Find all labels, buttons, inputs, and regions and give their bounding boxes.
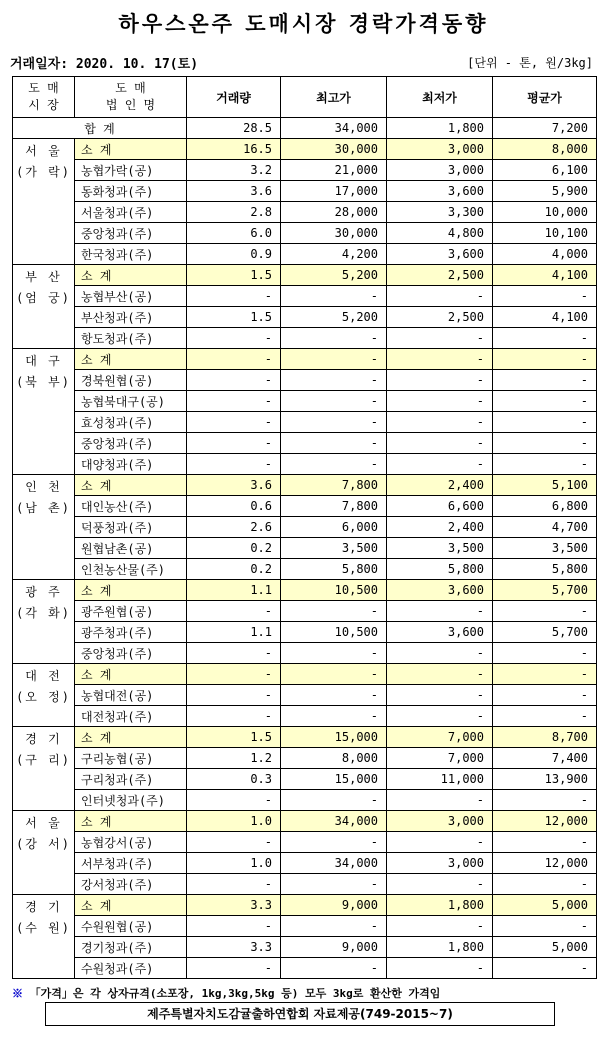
min-price-cell: -	[387, 286, 493, 307]
min-price-cell: 1,800	[387, 937, 493, 958]
subtotal-row	[13, 349, 597, 370]
min-price-cell: 7,000	[387, 748, 493, 769]
avg-price-cell: 5,100	[493, 475, 597, 496]
trade-date: 거래일자: 2020. 10. 17(토)	[10, 57, 199, 72]
volume-cell: -	[187, 412, 281, 433]
corporation-name: 수원원협(공)	[75, 916, 187, 937]
subtotal-row	[13, 895, 597, 916]
min-price-cell: 3,000	[387, 811, 493, 832]
table-row	[13, 517, 597, 538]
max-price-cell: 15,000	[281, 769, 387, 790]
min-price-cell: -	[387, 643, 493, 664]
max-price-cell: 15,000	[281, 727, 387, 748]
volume-cell: -	[187, 391, 281, 412]
avg-price-cell: -	[493, 454, 597, 475]
max-price-cell: 8,000	[281, 748, 387, 769]
avg-price-cell: -	[493, 832, 597, 853]
corporation-name: 소 계	[75, 349, 187, 370]
min-price-cell: 2,500	[387, 265, 493, 286]
avg-price-cell: 5,900	[493, 181, 597, 202]
corporation-name: 부산청과(주)	[75, 307, 187, 328]
max-price-cell: 10,500	[281, 580, 387, 601]
volume-cell: 0.2	[187, 538, 281, 559]
volume-cell: 1.5	[187, 727, 281, 748]
volume-cell: 0.6	[187, 496, 281, 517]
max-price-cell: 34,000	[281, 853, 387, 874]
min-price-cell: 1,800	[387, 895, 493, 916]
max-price-cell: -	[281, 874, 387, 895]
total-label: 합 계	[13, 118, 187, 139]
report-title: 하우스온주 도매시장 경락가격동향	[118, 12, 489, 36]
market-name: 서 울 (가 락)	[13, 139, 75, 265]
min-price-cell: 5,800	[387, 559, 493, 580]
avg-price-cell: 6,100	[493, 160, 597, 181]
table-row	[13, 223, 597, 244]
avg-price-cell: -	[493, 790, 597, 811]
corporation-name: 수원청과(주)	[75, 958, 187, 979]
min-price-cell: 3,000	[387, 139, 493, 160]
avg-price-cell: 4,000	[493, 244, 597, 265]
corporation-name: 효성청과(주)	[75, 412, 187, 433]
min-price-cell: 3,600	[387, 181, 493, 202]
max-price-cell: -	[281, 412, 387, 433]
max-price-cell: 10,500	[281, 622, 387, 643]
corporation-name: 소 계	[75, 664, 187, 685]
max-price-cell: -	[281, 349, 387, 370]
table-row	[13, 286, 597, 307]
max-price-cell: 30,000	[281, 223, 387, 244]
min-price-cell: 11,000	[387, 769, 493, 790]
table-row	[13, 538, 597, 559]
market-name: 인 천 (남 촌)	[13, 475, 75, 580]
avg-price-cell: 5,800	[493, 559, 597, 580]
max-price-cell: -	[281, 958, 387, 979]
price-table	[12, 76, 597, 979]
corporation-name: 농협가락(공)	[75, 160, 187, 181]
corporation-name: 소 계	[75, 475, 187, 496]
max-price-cell: 34,000	[281, 811, 387, 832]
table-row	[13, 412, 597, 433]
max-price-cell: -	[281, 706, 387, 727]
volume-cell: 0.2	[187, 559, 281, 580]
table-row	[13, 916, 597, 937]
volume-cell: 3.3	[187, 937, 281, 958]
min-price-cell: -	[387, 328, 493, 349]
avg-price-cell: -	[493, 643, 597, 664]
table-row	[13, 748, 597, 769]
header-corporation: 도 매 법 인 명	[75, 77, 187, 118]
corporation-name: 농협북대구(공)	[75, 391, 187, 412]
max-price-cell: -	[281, 916, 387, 937]
min-price-cell: 3,600	[387, 622, 493, 643]
min-price-cell: -	[387, 832, 493, 853]
max-price-cell: -	[281, 685, 387, 706]
table-row	[13, 643, 597, 664]
max-price-cell: 28,000	[281, 202, 387, 223]
market-name: 광 주 (각 화)	[13, 580, 75, 664]
volume-cell: -	[187, 916, 281, 937]
avg-price-cell: -	[493, 433, 597, 454]
min-price-cell: -	[387, 916, 493, 937]
avg-price-cell: -	[493, 874, 597, 895]
max-price-cell: 5,200	[281, 265, 387, 286]
max-price-cell: 3,500	[281, 538, 387, 559]
max-price-cell: 30,000	[281, 139, 387, 160]
min-price-cell: -	[387, 391, 493, 412]
footnote	[12, 985, 440, 1001]
volume-cell: 6.0	[187, 223, 281, 244]
header-volume: 거래량	[187, 77, 281, 118]
table-row	[13, 937, 597, 958]
corporation-name: 서부청과(주)	[75, 853, 187, 874]
volume-cell: -	[187, 433, 281, 454]
table-row	[13, 454, 597, 475]
table-row	[13, 181, 597, 202]
avg-price-cell: -	[493, 916, 597, 937]
table-row	[13, 958, 597, 979]
corporation-name: 덕풍청과(주)	[75, 517, 187, 538]
min-price-cell: 3,600	[387, 244, 493, 265]
min-price-cell: -	[387, 664, 493, 685]
avg-price-cell: 7,400	[493, 748, 597, 769]
volume-cell: -	[187, 454, 281, 475]
corporation-name: 경북원협(공)	[75, 370, 187, 391]
max-price-cell: -	[281, 790, 387, 811]
table-row	[13, 370, 597, 391]
min-price-cell: 3,300	[387, 202, 493, 223]
volume-cell: 3.6	[187, 475, 281, 496]
avg-price-cell: 10,100	[493, 223, 597, 244]
corporation-name: 강서청과(주)	[75, 874, 187, 895]
subtotal-row	[13, 727, 597, 748]
max-price-cell: -	[281, 370, 387, 391]
corporation-name: 중앙청과(주)	[75, 433, 187, 454]
table-row	[13, 328, 597, 349]
avg-price-cell: 4,100	[493, 265, 597, 286]
avg-price-cell: -	[493, 370, 597, 391]
avg-price-cell: 8,700	[493, 727, 597, 748]
table-row	[13, 202, 597, 223]
subtotal-row	[13, 811, 597, 832]
max-price-cell: 4,200	[281, 244, 387, 265]
volume-cell: 0.9	[187, 244, 281, 265]
market-name: 대 구 (북 부)	[13, 349, 75, 475]
avg-price-cell: -	[493, 412, 597, 433]
min-price-cell: 3,000	[387, 853, 493, 874]
volume-cell: -	[187, 328, 281, 349]
volume-cell: -	[187, 685, 281, 706]
min-price-cell: 2,400	[387, 517, 493, 538]
subtotal-row	[13, 664, 597, 685]
total-min: 1,800	[387, 118, 493, 139]
table-row	[13, 853, 597, 874]
market-name: 경 기 (구 리)	[13, 727, 75, 811]
corporation-name: 광주청과(주)	[75, 622, 187, 643]
table-row	[13, 433, 597, 454]
total-max: 34,000	[281, 118, 387, 139]
table-row	[13, 601, 597, 622]
avg-price-cell: 3,500	[493, 538, 597, 559]
corporation-name: 농협대전(공)	[75, 685, 187, 706]
max-price-cell: 5,800	[281, 559, 387, 580]
table-row	[13, 790, 597, 811]
header-market: 도 매 시 장	[13, 77, 75, 118]
footnote-mark: ※	[12, 987, 23, 1000]
avg-price-cell: 5,700	[493, 580, 597, 601]
avg-price-cell: -	[493, 349, 597, 370]
max-price-cell: 9,000	[281, 895, 387, 916]
table-row	[13, 496, 597, 517]
volume-cell: -	[187, 349, 281, 370]
min-price-cell: 3,600	[387, 580, 493, 601]
max-price-cell: -	[281, 433, 387, 454]
volume-cell: 1.0	[187, 811, 281, 832]
source-credit: 제주특별자치도감귤출하연합회 자료제공(749-2015~7)	[45, 1002, 555, 1026]
table-header-row	[13, 77, 597, 118]
table-row	[13, 622, 597, 643]
min-price-cell: 2,500	[387, 307, 493, 328]
volume-cell: -	[187, 958, 281, 979]
volume-cell: 3.3	[187, 895, 281, 916]
volume-cell: 3.2	[187, 160, 281, 181]
min-price-cell: 6,600	[387, 496, 493, 517]
avg-price-cell: 4,700	[493, 517, 597, 538]
avg-price-cell: -	[493, 958, 597, 979]
avg-price-cell: 4,100	[493, 307, 597, 328]
avg-price-cell: -	[493, 391, 597, 412]
max-price-cell: 21,000	[281, 160, 387, 181]
volume-cell: -	[187, 643, 281, 664]
volume-cell: -	[187, 664, 281, 685]
corporation-name: 대양청과(주)	[75, 454, 187, 475]
volume-cell: 1.1	[187, 622, 281, 643]
corporation-name: 중앙청과(주)	[75, 643, 187, 664]
table-row	[13, 769, 597, 790]
max-price-cell: -	[281, 454, 387, 475]
avg-price-cell: 12,000	[493, 811, 597, 832]
market-name: 경 기 (수 원)	[13, 895, 75, 979]
max-price-cell: -	[281, 391, 387, 412]
subtotal-row	[13, 475, 597, 496]
min-price-cell: -	[387, 370, 493, 391]
avg-price-cell: 5,000	[493, 895, 597, 916]
corporation-name: 서울청과(주)	[75, 202, 187, 223]
min-price-cell: 2,400	[387, 475, 493, 496]
corporation-name: 소 계	[75, 811, 187, 832]
corporation-name: 항도청과(주)	[75, 328, 187, 349]
avg-price-cell: -	[493, 286, 597, 307]
table-row	[13, 244, 597, 265]
corporation-name: 농협강서(공)	[75, 832, 187, 853]
min-price-cell: 3,000	[387, 160, 493, 181]
market-name: 부 산 (엄 궁)	[13, 265, 75, 349]
avg-price-cell: 8,000	[493, 139, 597, 160]
footnote-text: 「가격」은 각 상자규격(소포장, 1kg,3kg,5kg 등) 모두 3kg로 환산한 가격임	[29, 987, 441, 1000]
volume-cell: -	[187, 286, 281, 307]
corporation-name: 광주원협(공)	[75, 601, 187, 622]
total-row	[13, 118, 597, 139]
volume-cell: -	[187, 370, 281, 391]
avg-price-cell: -	[493, 328, 597, 349]
avg-price-cell: -	[493, 664, 597, 685]
table-row	[13, 685, 597, 706]
table-row	[13, 307, 597, 328]
volume-cell: 2.8	[187, 202, 281, 223]
avg-price-cell: -	[493, 601, 597, 622]
avg-price-cell: 5,700	[493, 622, 597, 643]
min-price-cell: -	[387, 958, 493, 979]
corporation-name: 대전청과(주)	[75, 706, 187, 727]
volume-cell: 2.6	[187, 517, 281, 538]
total-volume: 28.5	[187, 118, 281, 139]
volume-cell: 1.1	[187, 580, 281, 601]
min-price-cell: -	[387, 412, 493, 433]
avg-price-cell: 13,900	[493, 769, 597, 790]
table-row	[13, 832, 597, 853]
min-price-cell: -	[387, 706, 493, 727]
avg-price-cell: -	[493, 706, 597, 727]
volume-cell: -	[187, 874, 281, 895]
unit-label: [단위 - 톤, 원/3kg]	[467, 56, 593, 70]
volume-cell: 1.2	[187, 748, 281, 769]
table-row	[13, 559, 597, 580]
volume-cell: -	[187, 832, 281, 853]
max-price-cell: -	[281, 664, 387, 685]
corporation-name: 한국청과(주)	[75, 244, 187, 265]
volume-cell: 0.3	[187, 769, 281, 790]
max-price-cell: 9,000	[281, 937, 387, 958]
max-price-cell: -	[281, 286, 387, 307]
corporation-name: 인터넷청과(주)	[75, 790, 187, 811]
max-price-cell: -	[281, 832, 387, 853]
min-price-cell: 4,800	[387, 223, 493, 244]
corporation-name: 소 계	[75, 580, 187, 601]
volume-cell: -	[187, 790, 281, 811]
avg-price-cell: 5,000	[493, 937, 597, 958]
min-price-cell: 7,000	[387, 727, 493, 748]
avg-price-cell: -	[493, 685, 597, 706]
table-row	[13, 874, 597, 895]
subtotal-row	[13, 580, 597, 601]
min-price-cell: -	[387, 433, 493, 454]
avg-price-cell: 6,800	[493, 496, 597, 517]
corporation-name: 대인농산(주)	[75, 496, 187, 517]
max-price-cell: -	[281, 328, 387, 349]
max-price-cell: 5,200	[281, 307, 387, 328]
min-price-cell: -	[387, 454, 493, 475]
corporation-name: 중앙청과(주)	[75, 223, 187, 244]
volume-cell: 16.5	[187, 139, 281, 160]
header-min-price: 최저가	[387, 77, 493, 118]
corporation-name: 농협부산(공)	[75, 286, 187, 307]
corporation-name: 구리농협(공)	[75, 748, 187, 769]
volume-cell: -	[187, 706, 281, 727]
min-price-cell: -	[387, 685, 493, 706]
max-price-cell: 7,800	[281, 475, 387, 496]
market-name: 대 전 (오 정)	[13, 664, 75, 727]
market-name: 서 울 (강 서)	[13, 811, 75, 895]
table-row	[13, 391, 597, 412]
header-avg-price: 평균가	[493, 77, 597, 118]
corporation-name: 구리청과(주)	[75, 769, 187, 790]
min-price-cell: -	[387, 349, 493, 370]
max-price-cell: 6,000	[281, 517, 387, 538]
max-price-cell: -	[281, 601, 387, 622]
max-price-cell: 17,000	[281, 181, 387, 202]
min-price-cell: -	[387, 874, 493, 895]
header-max-price: 최고가	[281, 77, 387, 118]
table-row	[13, 160, 597, 181]
corporation-name: 소 계	[75, 895, 187, 916]
corporation-name: 인천농산물(주)	[75, 559, 187, 580]
corporation-name: 경기청과(주)	[75, 937, 187, 958]
volume-cell: -	[187, 601, 281, 622]
corporation-name: 소 계	[75, 727, 187, 748]
avg-price-cell: 12,000	[493, 853, 597, 874]
volume-cell: 1.5	[187, 307, 281, 328]
avg-price-cell: 10,000	[493, 202, 597, 223]
volume-cell: 1.0	[187, 853, 281, 874]
subtotal-row	[13, 265, 597, 286]
max-price-cell: -	[281, 643, 387, 664]
corporation-name: 동화청과(주)	[75, 181, 187, 202]
subtotal-row	[13, 139, 597, 160]
min-price-cell: -	[387, 790, 493, 811]
max-price-cell: 7,800	[281, 496, 387, 517]
min-price-cell: 3,500	[387, 538, 493, 559]
volume-cell: 3.6	[187, 181, 281, 202]
corporation-name: 소 계	[75, 265, 187, 286]
total-avg: 7,200	[493, 118, 597, 139]
corporation-name: 원협남촌(공)	[75, 538, 187, 559]
min-price-cell: -	[387, 601, 493, 622]
table-row	[13, 706, 597, 727]
volume-cell: 1.5	[187, 265, 281, 286]
corporation-name: 소 계	[75, 139, 187, 160]
